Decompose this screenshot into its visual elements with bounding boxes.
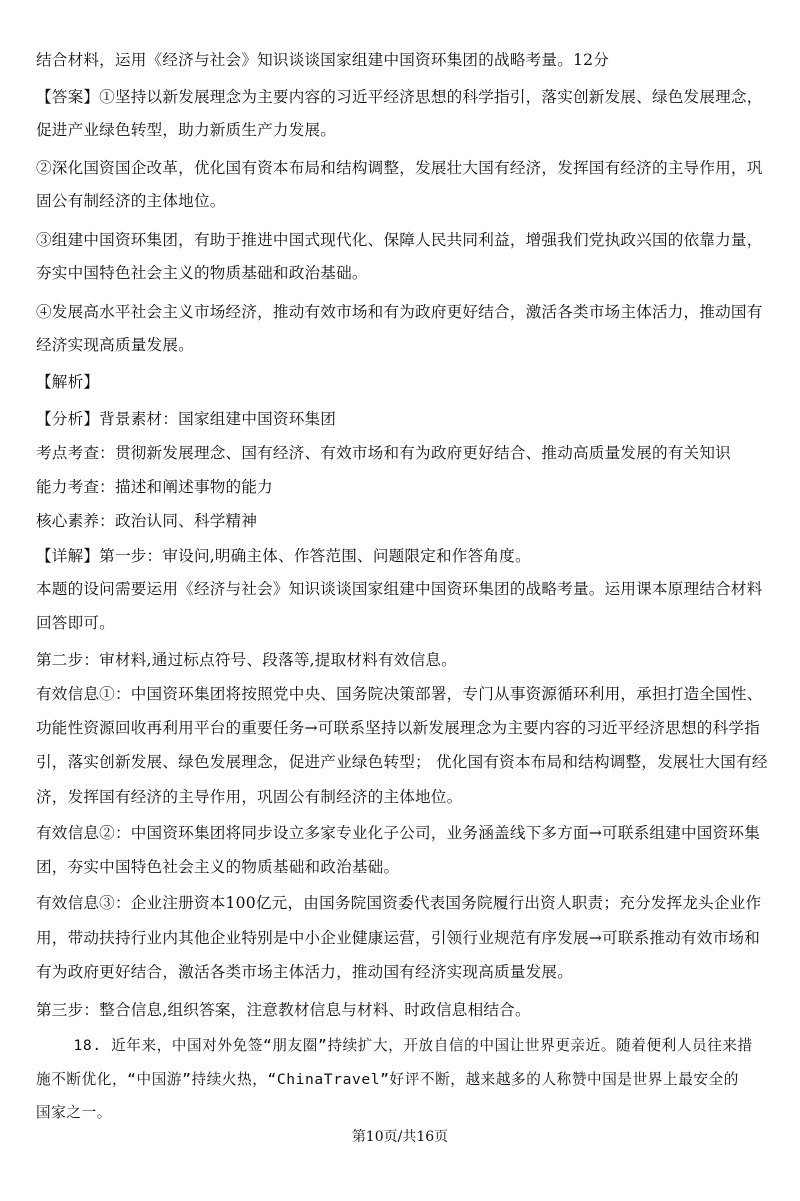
text-line: 【详解】第一步：审设问,明确主体、作答范围、问题限定和作答角度。 — [36, 547, 531, 565]
text-line: 固公有制经济的主体地位。 — [36, 192, 226, 210]
text-line: 考点考查：贯彻新发展理念、国有经济、有效市场和有为政府更好结合、推动高质量发展的有关知识 — [36, 444, 731, 462]
text-line: 有效信息②：中国资环集团将同步设立多家专业化子公司，业务涵盖线下多方面→可联系组建中国资环集 — [36, 824, 760, 842]
text-line: ③组建中国资环集团，有助于推进中国式现代化、保障人民共同利益，增强我们党执政兴国的依靠力量， — [36, 231, 763, 249]
text-line: 引，落实创新发展、绿色发展理念，促进产业绿色转型； 优化国有资本布局和结构调整，发展壮大国有经 — [36, 753, 768, 771]
text-line: 团，夯实中国特色社会主义的物质基础和政治基础。 — [36, 858, 400, 876]
question-line: 国家之一。 — [36, 1104, 112, 1121]
text-line: 有效信息③：企业注册资本100亿元，由国务院国资委代表国务院履行出资人职责；充分发挥龙头企业作 — [36, 894, 762, 912]
text-line: 【答案】①坚持以新发展理念为主要内容的习近平经济思想的科学指引，落实创新发展、绿色发展理念， — [36, 88, 763, 106]
text-line: 能力考查：描述和阐述事物的能力 — [36, 478, 273, 496]
text-line: 核心素养：政治认同、科学精神 — [36, 512, 258, 530]
page-footer: 第10页/共16页 — [351, 1129, 449, 1145]
text-line: 有为政府更好结合，激活各类市场主体活力，推动国有经济实现高质量发展。 — [36, 963, 573, 981]
text-line: 济，发挥国有经济的主导作用，巩固公有制经济的主体地位。 — [36, 788, 463, 806]
text-line: 本题的设问需要运用《经济与社会》知识谈谈国家组建中国资环集团的战略考量。运用课本原理结合材料 — [36, 580, 763, 598]
question-line: 施不断优化，“中国游”持续火热，“ChinaTravel”好评不断，越来越多的人称赞中国是世界上最安全的 — [36, 1071, 739, 1088]
question-line: 18. 近年来，中国对外免签“朋友圈”持续扩大，开放自信的中国让世界更亲近。随着便利人员往来措 — [36, 1037, 753, 1054]
text-line: 有效信息①：中国资环集团将按照党中央、国务院决策部署，专门从事资源循环利用，承担打造全国性、 — [36, 685, 763, 703]
text-line: 促进产业绿色转型，助力新质生产力发展。 — [36, 121, 337, 139]
text-line: ②深化国资国企改革，优化国有资本布局和结构调整，发展壮大国有经济，发挥国有经济的主导作用，巩 — [36, 159, 763, 177]
text-line: 第二步：审材料,通过标点符号、段落等,提取材料有效信息。 — [36, 651, 457, 669]
text-line: 【分析】背景素材：国家组建中国资环集团 — [36, 410, 337, 428]
text-line: 经济实现高质量发展。 — [36, 336, 194, 354]
text-line: 第三步：整合信息,组织答案，注意教材信息与材料、时政信息相结合。 — [36, 1001, 531, 1019]
text-line: 功能性资源回收再利用平台的重要任务→可联系坚持以新发展理念为主要内容的习近平经济思想的科学指 — [36, 719, 760, 737]
text-line: 回答即可。 — [36, 614, 115, 632]
text-line: 【解析】 — [36, 373, 100, 391]
text-line: ④发展高水平社会主义市场经济，推动有效市场和有为政府更好结合，激活各类市场主体活力，推动国有 — [36, 303, 763, 321]
text-line: 用，带动扶持行业内其他企业特别是中小企业健康运营，引领行业规范有序发展→可联系推动有效市场和 — [36, 929, 760, 947]
text-line: 结合材料，运用《经济与社会》知识谈谈国家组建中国资环集团的战略考量。12分 — [36, 51, 610, 69]
text-line: 夯实中国特色社会主义的物质基础和政治基础。 — [36, 264, 368, 282]
